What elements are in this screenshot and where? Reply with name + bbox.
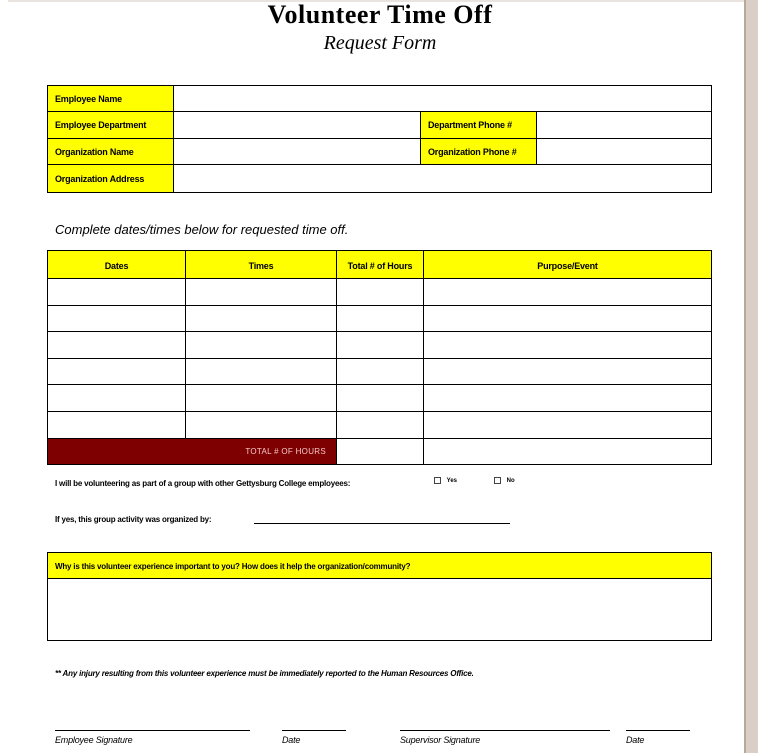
employee-name-label: Employee Name: [47, 85, 174, 112]
header-dates: Dates: [47, 250, 186, 279]
row-4-times-cell[interactable]: [185, 358, 337, 386]
supervisor-signature-line[interactable]: [400, 730, 610, 731]
organization-address-label: Organization Address: [47, 164, 174, 193]
row-5-purpose-cell[interactable]: [423, 384, 712, 412]
row-4-hours-cell[interactable]: [336, 358, 424, 386]
organization-name-label: Organization Name: [47, 138, 174, 165]
row-1-purpose-cell[interactable]: [423, 278, 712, 306]
department-phone-field[interactable]: [536, 111, 712, 139]
organization-address-input[interactable]: [174, 165, 711, 192]
total-hours-bar: [47, 438, 337, 465]
employee-department-input[interactable]: [174, 112, 420, 138]
header-purpose-event: Purpose/Event: [423, 250, 712, 279]
row-2-times-cell[interactable]: [185, 305, 337, 333]
row-3-hours-cell[interactable]: [336, 331, 424, 359]
row-6-dates-cell[interactable]: [47, 411, 186, 439]
employee-date-line[interactable]: [282, 730, 346, 731]
row-1-dates-cell[interactable]: [47, 278, 186, 306]
employee-date-label: Date: [282, 735, 301, 745]
row-6-hours-cell[interactable]: [336, 411, 424, 439]
row-6-times-cell[interactable]: [185, 411, 337, 439]
importance-question: Why is this volunteer experience important to you? How does it help the organization/community?: [47, 552, 712, 579]
no-label: No: [506, 478, 515, 485]
supervisor-date-label: Date: [626, 735, 645, 745]
employee-department-label: Employee Department: [47, 111, 174, 139]
employee-signature-label: Employee Signature: [55, 735, 133, 745]
form-title: Volunteer Time Off: [267, 0, 493, 29]
organized-by-label: If yes, this group activity was organized by:: [55, 515, 212, 524]
total-hours-field[interactable]: [336, 438, 424, 465]
yes-checkbox[interactable]: [434, 477, 441, 484]
organized-by-line[interactable]: [254, 523, 510, 524]
injury-footnote: ** Any injury resulting from this volunteer experience must be immediately reported to the Human Resources Office.: [55, 669, 474, 678]
organization-phone-input[interactable]: [537, 139, 711, 164]
row-3-times-cell[interactable]: [185, 331, 337, 359]
no-checkbox[interactable]: [494, 477, 501, 484]
importance-answer-box[interactable]: [47, 578, 712, 641]
group-question: I will be volunteering as part of a group with other Gettysburg College employees:: [55, 479, 351, 488]
row-1-times-cell[interactable]: [185, 278, 337, 306]
row-5-hours-cell[interactable]: [336, 384, 424, 412]
department-phone-label: Department Phone #: [420, 111, 537, 139]
page-right-edge: [744, 0, 758, 753]
organization-name-field[interactable]: [173, 138, 421, 165]
total-row-purpose-cell: [423, 438, 712, 465]
organization-phone-field[interactable]: [536, 138, 712, 165]
total-hours-input[interactable]: [337, 439, 423, 464]
header-times: Times: [185, 250, 337, 279]
row-2-dates-cell[interactable]: [47, 305, 186, 333]
employee-signature-line[interactable]: [55, 730, 250, 731]
yes-label: Yes: [446, 478, 458, 485]
row-5-dates-cell[interactable]: [47, 384, 186, 412]
employee-name-field[interactable]: [173, 85, 712, 112]
row-4-dates-cell[interactable]: [47, 358, 186, 386]
row-1-hours-cell[interactable]: [336, 278, 424, 306]
row-3-purpose-cell[interactable]: [423, 331, 712, 359]
department-phone-input[interactable]: [537, 112, 711, 138]
row-2-hours-cell[interactable]: [336, 305, 424, 333]
time-off-instructions: Complete dates/times below for requested time off.: [55, 222, 349, 237]
row-6-purpose-cell[interactable]: [423, 411, 712, 439]
organization-phone-label: Organization Phone #: [420, 138, 537, 165]
yes-option[interactable]: [434, 477, 457, 484]
row-4-purpose-cell[interactable]: [423, 358, 712, 386]
row-5-times-cell[interactable]: [185, 384, 337, 412]
total-hours-label: TOTAL # OF HOURS: [245, 447, 326, 456]
no-option[interactable]: [494, 477, 515, 484]
supervisor-signature-label: Supervisor Signature: [400, 735, 481, 745]
row-2-purpose-cell[interactable]: [423, 305, 712, 333]
row-3-dates-cell[interactable]: [47, 331, 186, 359]
organization-address-field[interactable]: [173, 164, 712, 193]
supervisor-date-line[interactable]: [626, 730, 690, 731]
header-total-hours: Total # of Hours: [336, 250, 424, 279]
form-subtitle: Request Form: [323, 32, 437, 54]
employee-department-field[interactable]: [173, 111, 421, 139]
organization-name-input[interactable]: [174, 139, 420, 164]
employee-name-input[interactable]: [174, 86, 711, 111]
